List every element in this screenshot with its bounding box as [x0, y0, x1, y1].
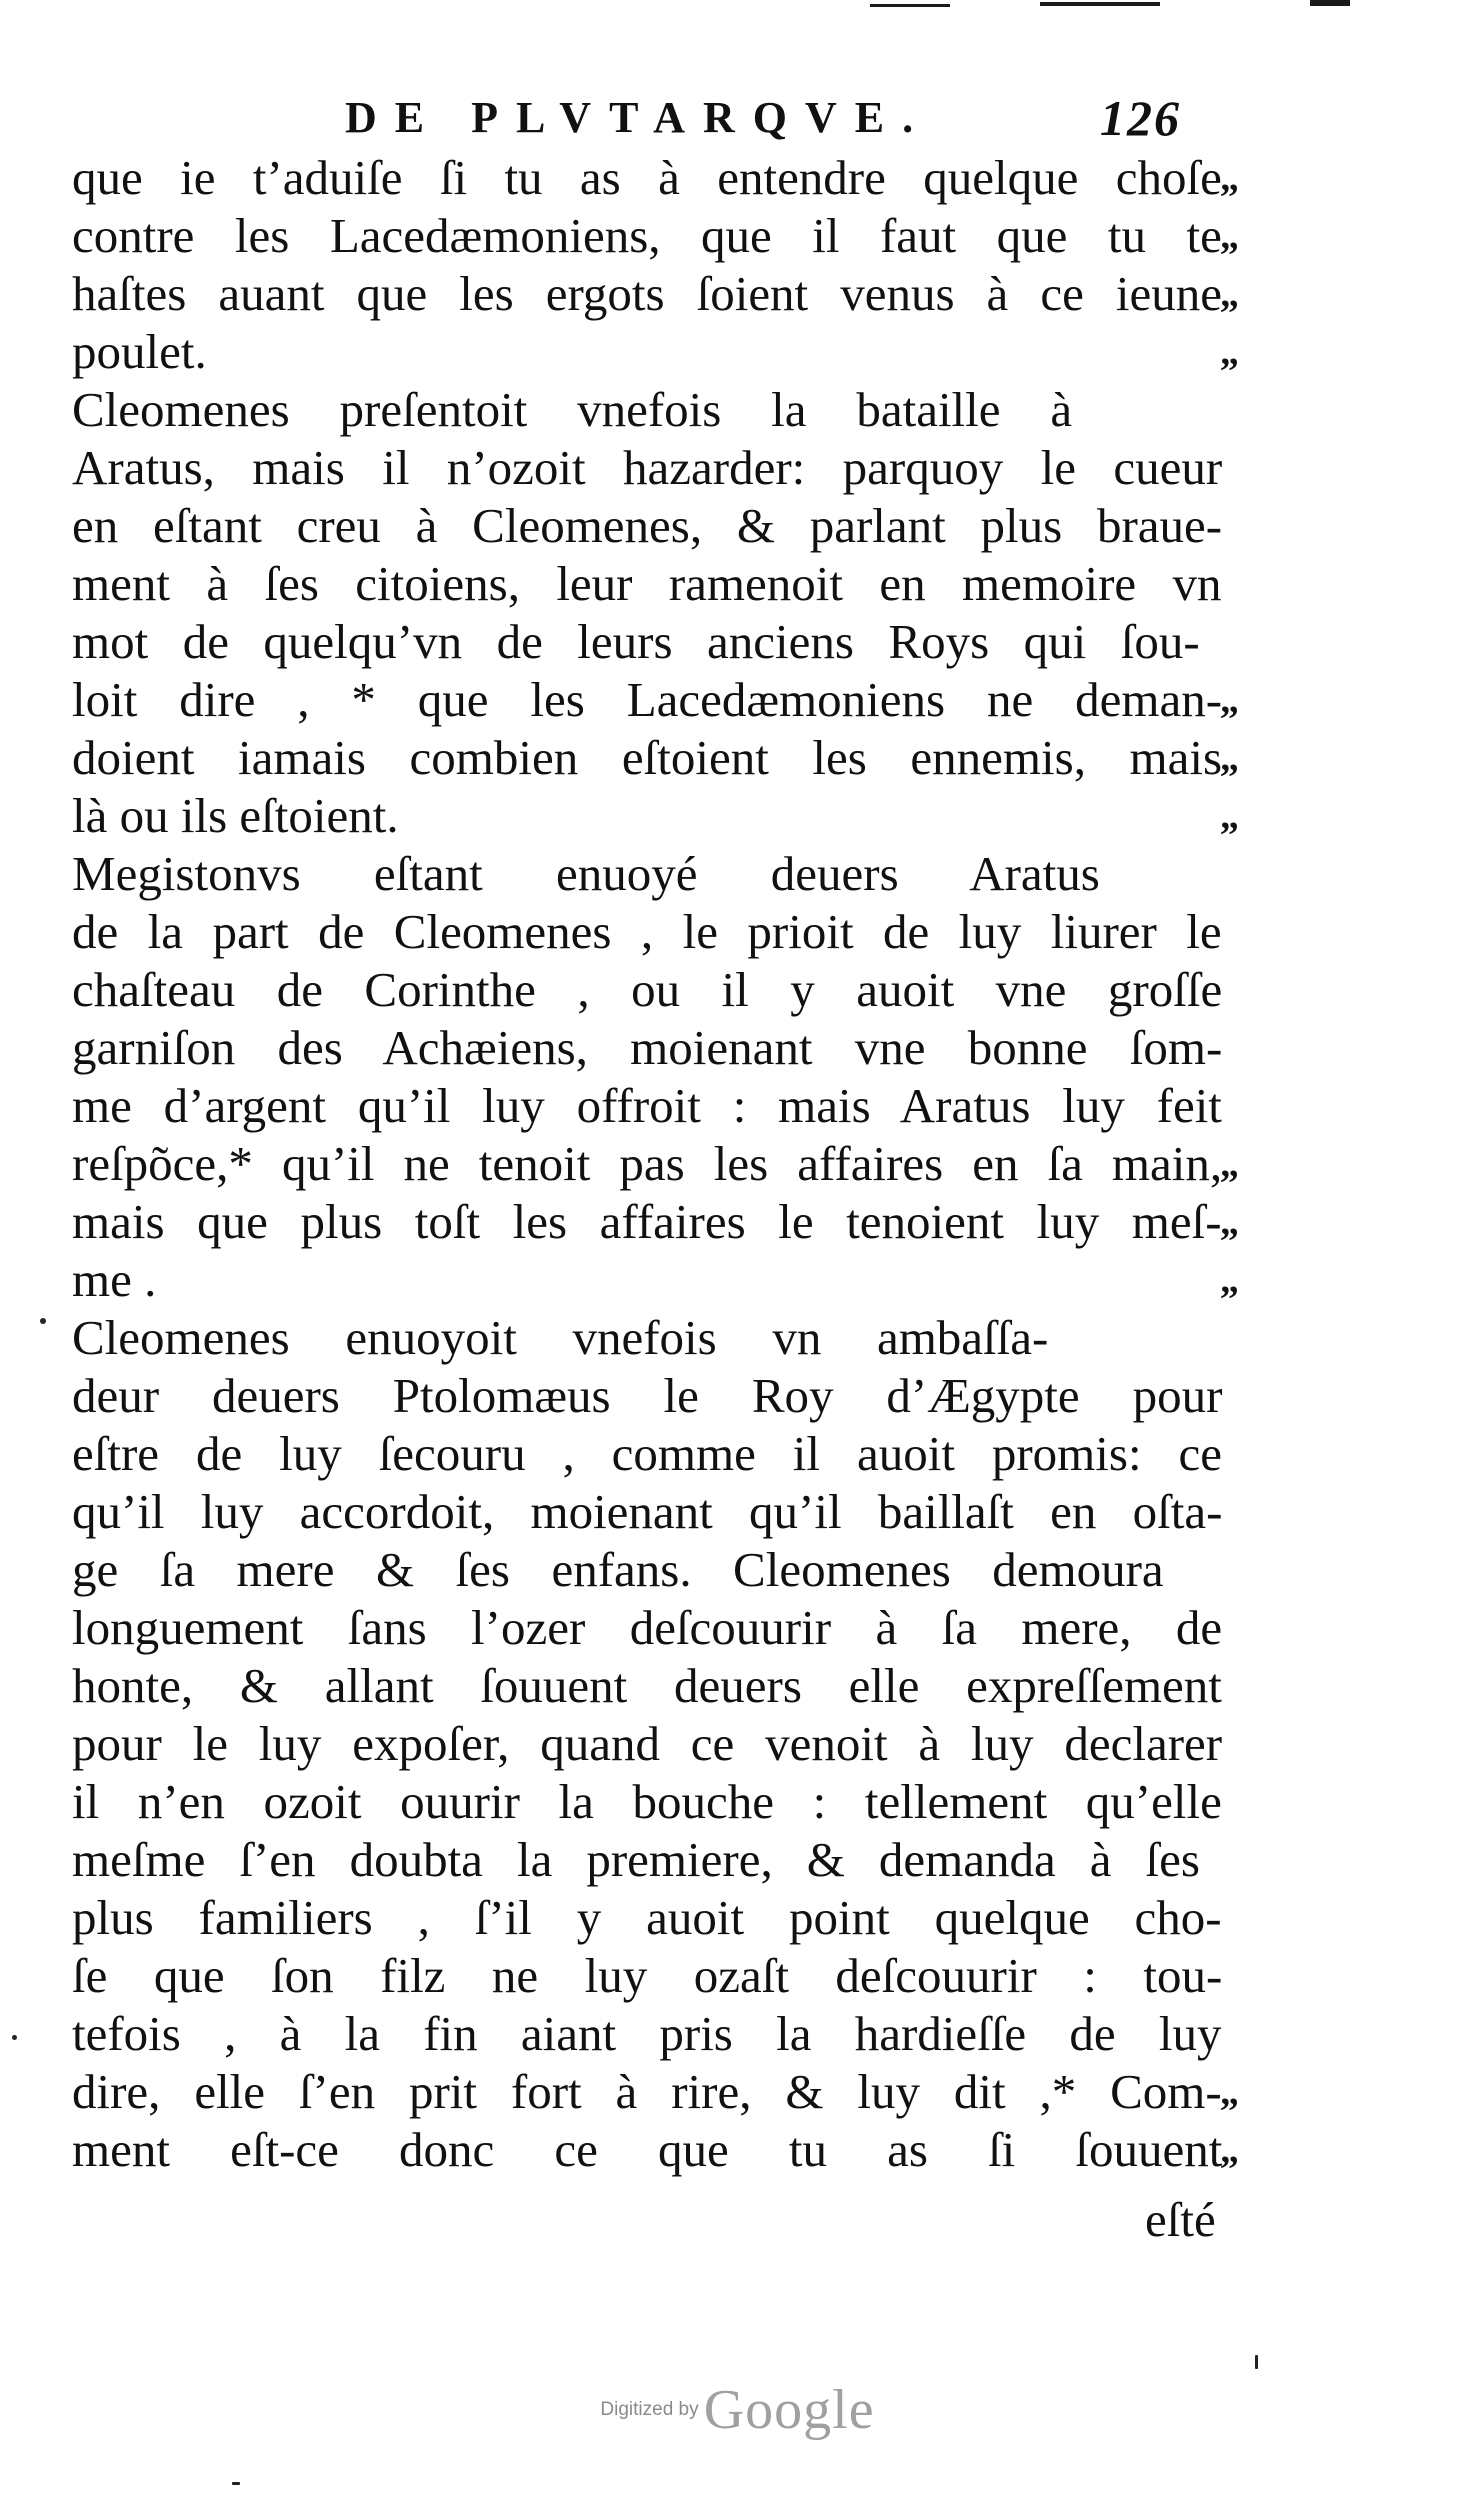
text-line: meſme ſ’en doubta la premiere, & demanda à ſes	[72, 1832, 1200, 1887]
text-line: en eſtant creu à Cleomenes, & parlant plus braue-	[72, 498, 1223, 553]
text-line: plus familiers , ſ’il y auoit point quelque cho-	[72, 1890, 1222, 1945]
text-line: mot de quelqu’vn de leurs anciens Roys qui ſou-	[72, 614, 1200, 669]
page-number: 126	[1100, 90, 1181, 146]
text-line: haſtes auant que les ergots ſoient venus à ce ieune	[72, 266, 1222, 321]
text-line: ment à ſes citoiens, leur ramenoit en memoire vn	[72, 556, 1222, 611]
edge-ink-mark	[1040, 2, 1160, 6]
quotation-marker: „	[1220, 2129, 1240, 2171]
digitization-watermark	[0, 2378, 1475, 2442]
text-line: Aratus, mais il n’ozoit hazarder: parquoy le cueur	[72, 440, 1223, 495]
text-line: doient iamais combien eſtoient les ennemis, mais	[72, 730, 1223, 785]
text-line: garniſon des Achæiens, moienant vne bonne ſom-	[72, 1020, 1223, 1075]
quotation-marker: „	[1220, 1143, 1240, 1185]
quotation-marker: „	[1220, 737, 1240, 779]
watermark-prefix: Digitized by	[600, 2399, 699, 2420]
text-line: longuement ſans l’ozer deſcouurir à ſa mere, de	[72, 1600, 1223, 1655]
text-line: qu’il luy accordoit, moienant qu’il baillaſt en oſta-	[72, 1484, 1223, 1539]
quotation-marker: „	[1220, 1259, 1240, 1301]
text-line: tefois , à la fin aiant pris la hardieſſe de luy	[72, 2006, 1222, 2061]
page-header	[0, 88, 1475, 148]
edge-ink-mark	[870, 4, 950, 7]
text-line: ſe que ſon filz ne luy ozaſt deſcouurir : tou-	[72, 1948, 1223, 2003]
text-line: me d’argent qu’il luy offroit : mais Aratus luy feit	[72, 1078, 1222, 1133]
text-line: reſpõce,* qu’il ne tenoit pas les affaires en ſa main,	[72, 1136, 1223, 1191]
text-line: Cleomenes enuoyoit vnefois vn ambaſſa-	[72, 1310, 1049, 1365]
text-line: Cleomenes preſentoit vnefois la bataille à	[72, 382, 1073, 437]
quotation-marker: „	[1220, 273, 1240, 315]
quotation-marker: „	[1220, 1201, 1240, 1243]
text-line: loit dire , * que les Lacedæmoniens ne deman-	[72, 672, 1223, 727]
text-line: dire, elle ſ’en prit fort à rire, & luy dit ,* Com-	[72, 2064, 1222, 2119]
ink-speck	[232, 2482, 240, 2485]
text-line: là ou ils eſtoient.	[72, 788, 399, 843]
text-line: chaſteau de Corinthe , ou il y auoit vne groſſe	[72, 962, 1223, 1017]
text-line: de la part de Cleomenes , le prioit de luy liurer le	[72, 904, 1222, 959]
text-line: il n’en ozoit ouurir la bouche : tellement qu’elle	[72, 1774, 1222, 1829]
text-line: que ie t’aduiſe ſi tu as à entendre quelque choſe	[72, 150, 1222, 205]
watermark-brand-logo: Google	[703, 2379, 875, 2441]
ink-speck	[40, 1318, 46, 1324]
text-line: eſtre de luy ſecouru , comme il auoit promis: ce	[72, 1426, 1222, 1481]
ink-speck	[12, 2035, 17, 2040]
text-line: ment eſt-ce donc ce que tu as ſi ſouuent	[72, 2122, 1223, 2177]
text-line: deur deuers Ptolomæus le Roy d’Ægypte pour	[72, 1368, 1223, 1423]
text-line: ge ſa mere & ſes enfans. Cleomenes demoura	[72, 1542, 1164, 1597]
text-line: pour le luy expoſer, quand ce venoit à luy declarer	[72, 1716, 1223, 1771]
text-line: Megistonvs eſtant enuoyé deuers Aratus	[72, 846, 1100, 901]
edge-ink-mark	[1310, 0, 1350, 6]
quotation-marker: „	[1220, 679, 1240, 721]
text-line: contre les Lacedæmoniens, que il faut que tu te	[72, 208, 1222, 263]
quotation-marker: „	[1220, 331, 1240, 373]
ink-speck	[1255, 2355, 1258, 2369]
text-line: me .	[72, 1252, 157, 1307]
text-line: honte, & allant ſouuent deuers elle expreſſement	[72, 1658, 1222, 1713]
running-head: DE PLVTARQVE.	[345, 93, 932, 142]
quotation-marker: „	[1220, 795, 1240, 837]
quotation-marker: „	[1220, 215, 1240, 257]
quotation-marker: „	[1220, 157, 1240, 199]
catchword: eſté	[1145, 2192, 1216, 2247]
text-line: mais que plus toſt les affaires le tenoient luy meſ-	[72, 1194, 1222, 1249]
text-line: poulet.	[72, 324, 207, 379]
quotation-marker: „	[1220, 2071, 1240, 2113]
